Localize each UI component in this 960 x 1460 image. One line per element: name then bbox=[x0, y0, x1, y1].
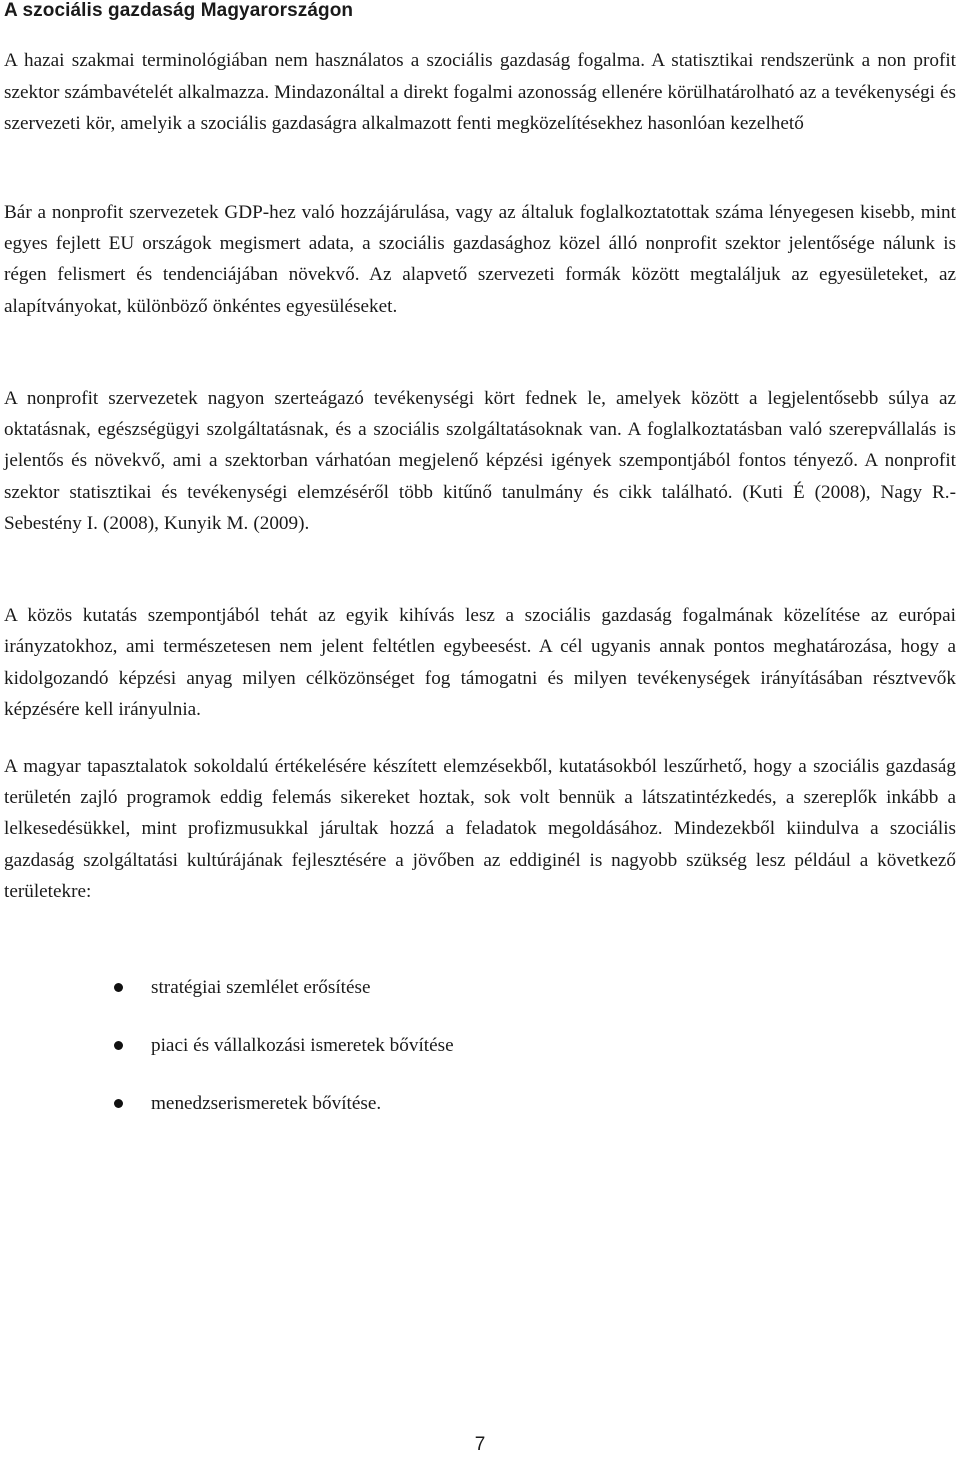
page-number: 7 bbox=[474, 1434, 486, 1455]
paragraph-research-challenge: A közös kutatás szempontjából tehát az egyik kihívás lesz a szociális gazdaság fogalmának közelítése az európai irányzatokhoz, ami természetesen nem jelent feltétlen egybeesést. A cél ugyanis annak pontos meghatározása, hogy a kidolgozandó képzési anyag milyen célközönséget fog támogatni és milyen tevékenységek irányításában résztvevők képzésére kell irányulnia. bbox=[4, 605, 956, 721]
paragraph-hungarian-experience: A magyar tapasztalatok sokoldalú értékelésére készített elemzésekből, kutatásokból leszűrhető, hogy a szociális gazdaság területén zajló programok eddig felemás sikereket hoztak, sok volt bennük a látszatintézkedés, a szereplők inkább a lelkesedésükkel, mint profizmusukkal járultak hozzá a feladatok megoldásához. Mindezekből kiindulva a szociális gazdaság szolgáltatási kultúrájának fejlesztésére a jövőben az eddiginél is nagyobb szükség lesz például a következő területekre: bbox=[4, 756, 956, 902]
bullet-icon bbox=[114, 983, 123, 992]
list-item-text: piaci és vállalkozási ismeretek bővítése bbox=[151, 1035, 454, 1056]
bullet-icon bbox=[114, 1099, 123, 1108]
list-item-text: menedzserismeretek bővítése. bbox=[151, 1093, 382, 1114]
paragraph-terminology: A hazai szakmai terminológiában nem használatos a szociális gazdaság fogalma. A statisztikai rendszerünk a non profit szektor számbavételét alkalmazza. Mindazonáltal a direkt fogalmi azonosság ellenére körülhatárolható az a tevékenységi és szervezeti kör, amelyik a szociális gazdaságra alkalmazott fenti megközelítésekhez hasonlóan kezelhető bbox=[4, 50, 956, 135]
section-heading: A szociális gazdaság Magyarországon bbox=[4, 0, 354, 21]
list-item-text: stratégiai szemlélet erősítése bbox=[151, 977, 371, 998]
bullet-icon bbox=[114, 1041, 123, 1050]
paragraph-nonprofit-gdp: Bár a nonprofit szervezetek GDP-hez való hozzájárulása, vagy az általuk foglalkoztatottak száma lényegesen kisebb, mint egyes fejlett EU országok megismert adata, a szociális gazdasághoz közel álló nonprofit szektor jelentősége nálunk is régen felismert és tendenciájában növekvő. Az alapvető szervezeti formák között megtaláljuk az egyesületeket, az alapítványokat, különböző önkéntes egyesüléseket. bbox=[4, 202, 956, 317]
paragraph-activities: A nonprofit szervezetek nagyon szerteágazó tevékenységi kört fednek le, amelyek között a legjelentősebb súlya az oktatásnak, egészségügyi szolgáltatásnak, és a szociális szolgáltatásoknak van. A foglalkoztatásban való szerepvállalás is jelentős és növekvő, ami a szektorban várhatóan megjelenő képzési igények szempontjából fontos tényező. A nonprofit szektor statisztikai és tevékenységi elemzéséről több kitűnő tanulmány és cikk található. (Kuti É (2008), Nagy R.-Sebestény I. (2008), Kunyik M. (2009). bbox=[4, 388, 956, 534]
